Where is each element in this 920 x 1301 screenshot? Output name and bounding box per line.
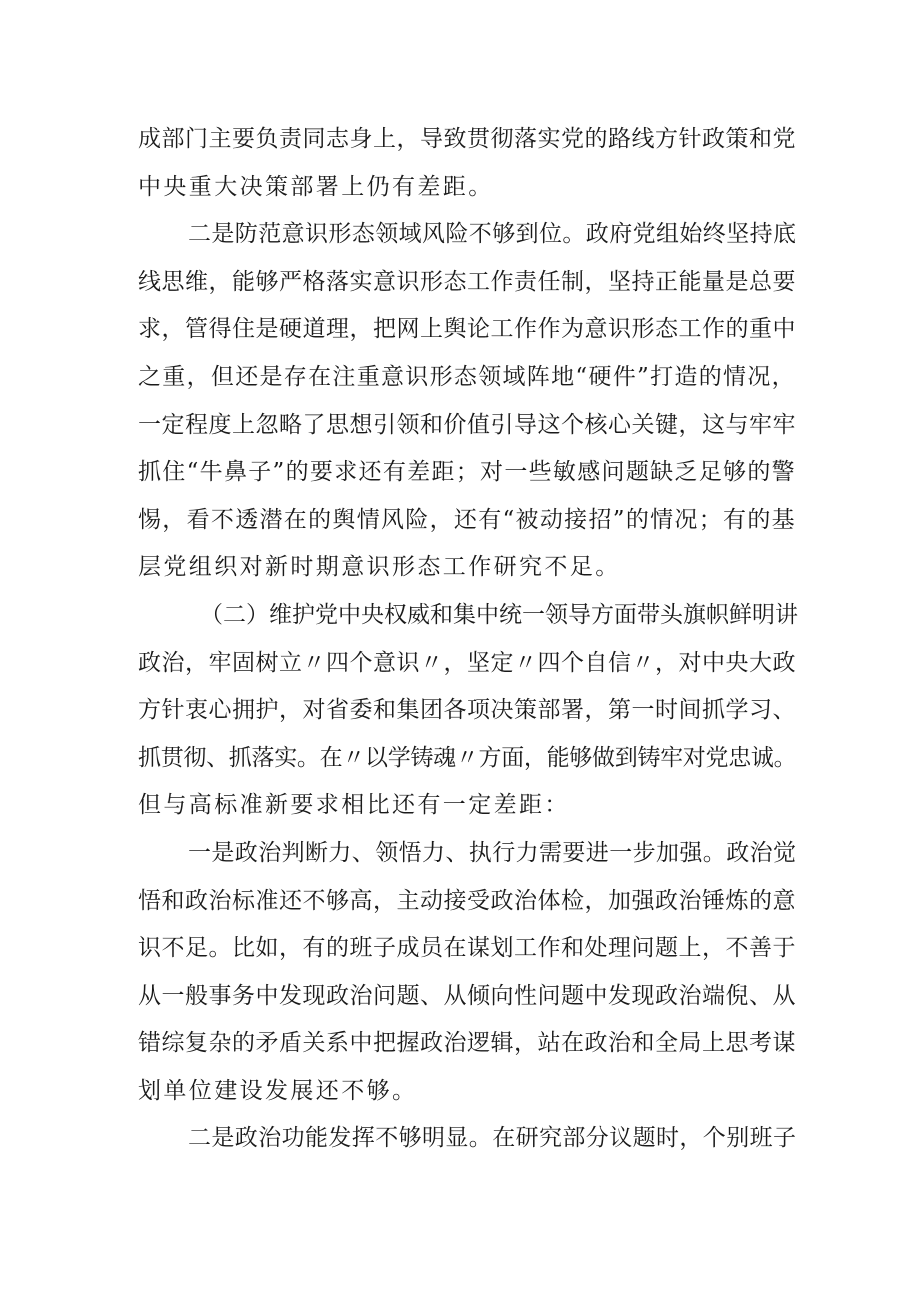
text-line: 线思维，能够严格落实意识形态工作责任制，坚持正能量是总要 <box>138 268 796 295</box>
document-body <box>138 116 798 1163</box>
text-line: 求，管得住是硬道理，把网上舆论工作作为意识形态工作的重中 <box>138 316 796 343</box>
text-line: 识不足。比如，有的班子成员在谋划工作和处理问题上，不善于 <box>138 935 796 962</box>
text-line: 抓住“牛鼻子”的要求还有差距；对一些敏感问题缺乏足够的警 <box>138 459 796 486</box>
text-line: 惕，看不透潜在的舆情风险，还有“被动接招”的情况；有的基 <box>138 506 796 533</box>
text-line: 方针衷心拥护，对省委和集团各项决策部署，第一时间抓学习、 <box>138 697 796 724</box>
text-line: 层党组织对新时期意识形态工作研究不足。 <box>138 554 621 581</box>
text-line: 抓贯彻、抓落实。在〃以学铸魂〃方面，能够做到铸牢对党忠诚。 <box>138 744 797 771</box>
paragraph-political-function <box>138 1115 797 1163</box>
text-line: 中央重大决策部署上仍有差距。 <box>138 173 494 200</box>
paragraph-section-two-heading <box>138 592 798 830</box>
text-line: 成部门主要负责同志身上，导致贯彻落实党的路线方针政策和党 <box>138 126 796 152</box>
paragraph-ideology-risk <box>138 211 797 592</box>
paragraph-political-judgment <box>138 830 797 1116</box>
text-line: 但与高标准新要求相比还有一定差距： <box>138 792 570 819</box>
text-line: 一定程度上忽略了思想引领和价值引导这个核心关键，这与牢牢 <box>138 411 796 438</box>
text-line: 错综复杂的矛盾关系中把握政治逻辑，站在政治和全局上思考谋 <box>138 1030 796 1057</box>
text-line: 之重，但还是存在注重意识形态领域阵地“硬件”打造的情况， <box>138 363 796 390</box>
text-line: 悟和政治标准还不够高，主动接受政治体检，加强政治锤炼的意 <box>138 887 796 914</box>
text-line: 政治，牢固树立〃四个意识〃，坚定〃四个自信〃，对中央大政 <box>138 649 796 676</box>
text-line: 二是防范意识形态领域风险不够到位。政府党组始终坚持底 <box>188 221 797 248</box>
text-line: 一是政治判断力、领悟力、执行力需要进一步加强。政治觉 <box>188 839 797 866</box>
text-line: （二）维护党中央权威和集中统一领导方面带头旗帜鲜明讲 <box>200 601 798 628</box>
text-line: 从一般事务中发现政治问题、从倾向性问题中发现政治端倪、从 <box>138 982 796 1009</box>
paragraph-continuation <box>138 116 796 211</box>
text-line: 二是政治功能发挥不够明显。在研究部分议题时，个别班子 <box>188 1125 797 1152</box>
text-line: 划单位建设发展还不够。 <box>138 1077 418 1104</box>
